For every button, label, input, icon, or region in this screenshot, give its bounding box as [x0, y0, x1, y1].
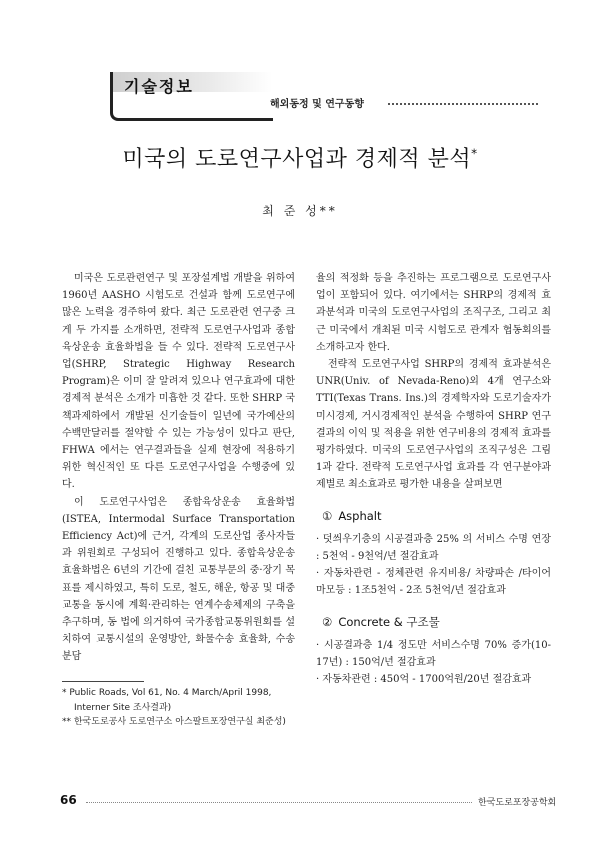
article-title [0, 142, 600, 173]
footer-dotted-rule [86, 802, 472, 803]
section-heading-text: Concrete & 구조물 [338, 614, 440, 629]
page-number: 66 [60, 793, 77, 807]
paragraph: 율의 적정화 등을 추진하는 프로그램으로 도로연구사업이 포함되어 있다. 여기에서는 SHRP의 경제적 효과분석과 미국의 도로연구사업의 조직구조, 그리고 최근 미국에서 개최된 미국 시험도로 관계자 협동회의를 소개하고자 한다. [316, 273, 551, 353]
section-number: ① [322, 508, 333, 523]
header-dotted-rule [388, 103, 538, 105]
left-column [62, 270, 295, 666]
list-item: · 자동차관련 : 450억 - 1700억원/20년 절감효과 [316, 674, 532, 686]
section-heading-text: Asphalt [338, 508, 382, 523]
list-item: · 시공결과층 1/4 정도만 서비스수명 70% 증가(10-17년) : 150억/년 절감효과 [316, 639, 551, 669]
section-number: ② [322, 614, 333, 629]
paragraph: 미국은 도로관련연구 및 포장설계법 개발을 위하여 1960년 AASHO 시험도로 건설과 함께 도로연구에 많은 노력을 경주하여 왔다. 최근 도로관련 연구중 크게 두 가지를 소개하면, 전략적 도로연구사업과 종합육상운송 효율화법을 들 수 있다. 전략적 도로연구사업(SHRP, Strategic Highway Research Program)은 이미 잘 알려져 있으나 연구효과에 대한 경제적 분석은 소개가 미흡한 것 같다. 또한 SHRP 국책과제하에서 개발된 신기술들이 일년에 국가예산의 수백만달러를 절약할 수 있는 가능성이 있다고 판단, FHWA 에서는 연구결과들을 실제 현장에 적용하기 위한 혁신적인 또 다른 도로연구사업을 수행중에 있다. [62, 273, 295, 491]
section-subcategory: 해외동정 및 연구동향 [270, 99, 364, 110]
section-heading-concrete [322, 614, 551, 631]
paragraph: 전략적 도로연구사업 SHRP의 경제적 효과분석은 UNR(Univ. of Nevada-Reno)외 4개 연구소와 TTI(Texas Trans. Ins.)의 경제학자와 도로기술자가 미시경제, 거시경제적인 분석을 수행하여 SHRP 연구결과의 이익 및 적용을 위한 연구비용의 경제적 효과를 평가하였다. 미국의 도로연구사업의 조직구성은 그림 1과 같다. 전략적 도로연구사업 효과를 각 연구분야과제별로 최소효과로 평가한 내용을 살펴보면 [316, 359, 551, 491]
section-heading-asphalt [322, 508, 551, 525]
paragraph: 이 도로연구사업은 종합육상운송 효율화법(ISTEA, Intermodal Surface Transportation Efficiency Act)에 근거, 각계의 도로산업 종사자들과 위원회로 구성되어 진행하고 있다. 종합육상운송 효율화법은 6년의 기간에 걸친 교통부문의 중·장기 목표를 제시하였고, 특히 도로, 철도, 해운, 항공 및 대중교통을 동시에 계획·관리하는 연계수송체제의 구축을 추구하며, 동 법에 의거하여 국가종합교통위원회를 설치하여 교통시설의 운영방안, 화물수송 효율화, 수송분담 [62, 496, 295, 663]
list-item: · 자동차관련 - 정체관련 유지비용/ 차량파손 /타이어 마모등 : 1조5천억 - 2조 5천억/년 절감효과 [316, 568, 551, 597]
right-column [316, 270, 551, 688]
list-item: · 덧씌우기층의 시공결과층 25% 의 서비스 수명 연장 : 5천억 - 9천억/년 절감효과 [316, 533, 551, 563]
article-title-text: 미국의 도로연구사업과 경제적 분석 [122, 147, 472, 172]
article-author: 최 준 성** [262, 204, 338, 218]
journal-name: 한국도로포장공학회 [478, 798, 557, 808]
section-category: 기술정보 [124, 77, 194, 96]
footnote: * Public Roads, Vol 61, No. 4 March/April 1998, Interner Site 조사결과) [62, 688, 272, 713]
footnote: ** 한국도로공사 도로연구소 아스팔트포장연구실 최준성) [62, 717, 286, 727]
footnote-rule [62, 681, 144, 682]
title-footnote-mark: * [471, 146, 478, 161]
footnotes [62, 686, 298, 730]
